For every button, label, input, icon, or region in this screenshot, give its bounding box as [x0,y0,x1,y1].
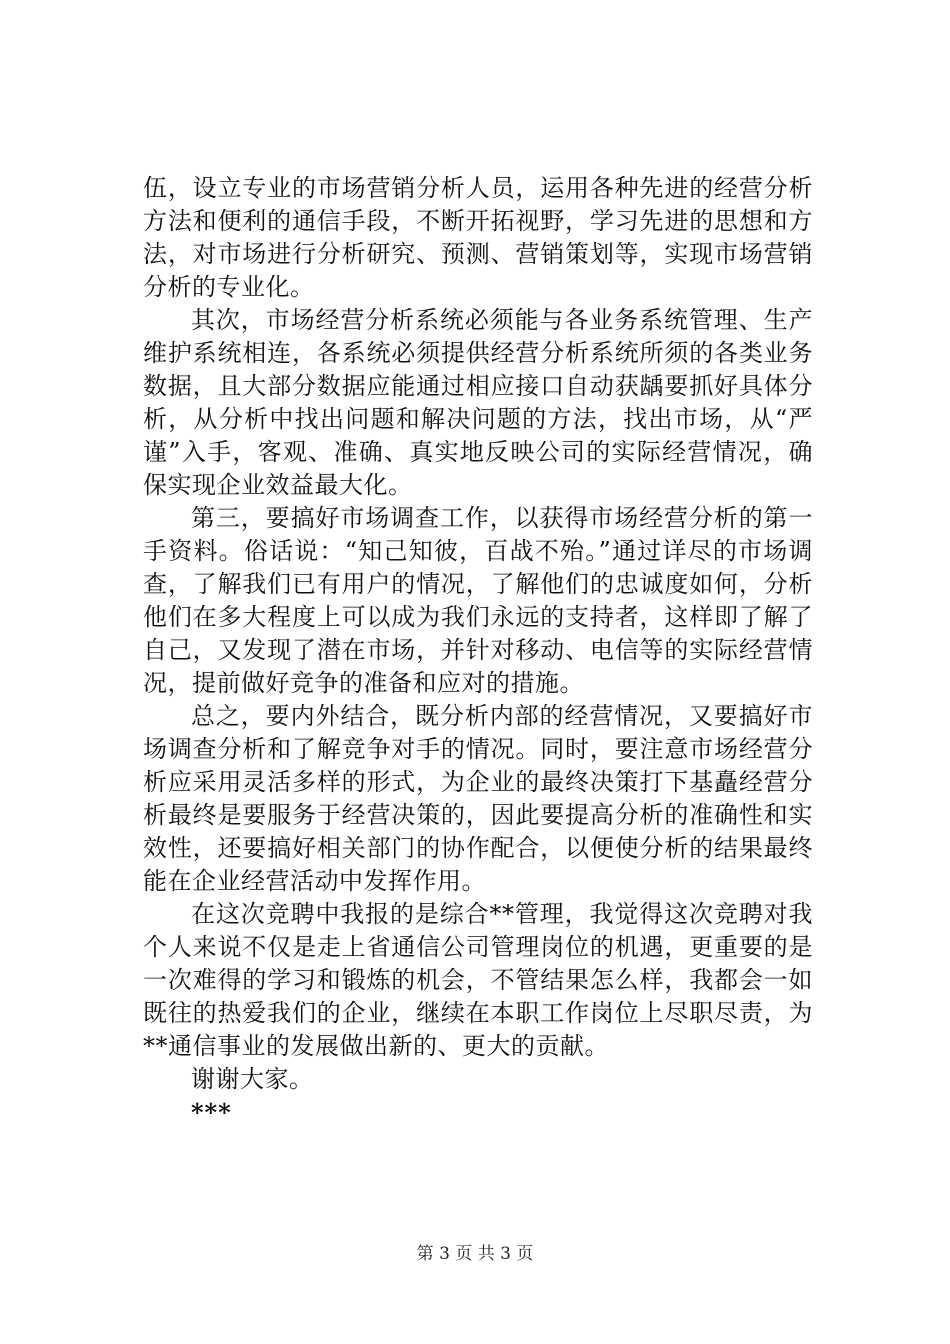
paragraph-continued: 伍，设立专业的市场营销分析人员，运用各种先进的经营分析方法和便利的通信手段，不断开拓视野，学习先进的思想和方法，对市场进行分析研究、预测、营销策划等，实现市场营销分析的专业化。 [143,174,813,301]
paragraph-second: 其次，市场经营分析系统必须能与各业务系统管理、生产维护系统相连，各系统必须提供经营分析系统所须的各类业务数据，且大部分数据应能通过相应接口自动获龋要抓好具体分析，从分析中找出问题和解决问题的方法，找出市场，从“严谨”入手，客观、准确、真实地反映公司的实际经营情况，确保实现企业效益最大化。 [143,306,813,499]
paragraph-summary: 总之，要内外结合，既分析内部的经营情况，又要搞好市场调查分析和了解竞争对手的情况。同时，要注意市场经营分析应采用灵活多样的形式，为企业的最终决策打下基矗经营分析最终是要服务于经营决策的，因此要提高分析的准确性和实效性，还要搞好相关部门的协作配合，以便使分析的结果最终能在企业经营活动中发挥作用。 [143,702,813,895]
paragraph-thanks: 谢谢大家。 [191,1065,314,1093]
signature: *** [191,1098,232,1127]
paragraph-third: 第三，要搞好市场调查工作，以获得市场经营分析的第一手资料。俗话说：“知己知彼，百战不殆。”通过详尽的市场调查，了解我们已有用户的情况，了解他们的忠诚度如何，分析他们在多大程度上可以成为我们永远的支持者，这样即了解了自己，又发现了潜在市场，并针对移动、电信等的实际经营情况，提前做好竞争的准备和应对的措施。 [143,504,813,697]
document-body [143,172,813,1129]
paragraph-application: 在这次竞聘中我报的是综合**管理，我觉得这次竞聘对我个人来说不仅是走上省通信公司管理岗位的机遇，更重要的是一次难得的学习和锻炼的机会，不管结果怎么样，我都会一如既往的热爱我们的企业，继续在本职工作岗位上尽职尽责，为**通信事业的发展做出新的、更大的贡献。 [143,900,813,1060]
page-footer: 第 3 页 共 3 页 [416,1244,534,1264]
